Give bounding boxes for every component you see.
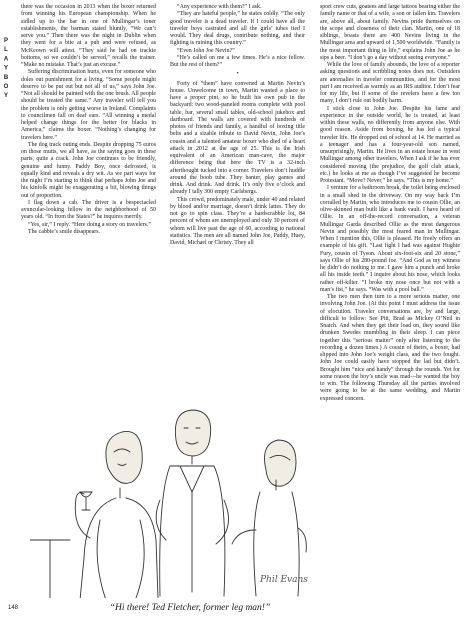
page-number: 148: [8, 605, 19, 611]
cartoon-signature: Phil Evans: [260, 575, 308, 585]
paragraph: “He’s called on me a few times. He’s a nice fellow. But the rest of them?”: [170, 54, 305, 68]
cartoon-illustration: [30, 330, 322, 598]
paragraph: Forty of “them” have convened at Martin Nevin’s house. Unwelcome in town, Martin wanted a place to have a proper pint, so he built his own pub in the backyard: two wood-paneled rooms complete with pool table, bar, several small tables, old-school jukebox and dartboard. The walls are covered with hundreds of photos of friends and family, a handful of boxing title belts and a sizable tribute to David Nevin, John Joe’s cousin and a talented amateur boxer who died of a heart attack in 2012 at the age of 25. This is the Irish equivalent of an American man-cave, the major difference being that here the TV is a 32-inch afterthought tucked into a corner. Travelers don’t huddle around the boob tube. They banter, play games and drink. And drink. And drink. It’s only five o’clock and already I tally 300 empty Carlsbergs.: [170, 80, 305, 196]
paragraph: The two men then turn to a more serious matter, one involving John Joe. (At this point I must address the issue of elocution. Traveler conversations are, by and large, difficult to follow: See Pitt, Brad as Mickey O’Neil in Snatch. And when they get their load on, they sound like drunken Swedes mumbling in their sleep. I can piece together this “serious matter” only after listening to the recording a dozen times.) A cousin of theirs, a boxer, had slipped into John Joe’s weight class, and the two fought. John Joe could easily have stopped the lad but didn’t. Brought him “nice and handy” through the rounds. Yet for some reason the boy’s uncle was mad—he wanted the boy to win. The following Thursday all the parties involved were going to be at the same wedding, and Martin expressed concern.: [320, 294, 460, 402]
paragraph: While the love of family abounds, the love of a reporter asking questions and scribbling notes does not. Outsiders are anomalies in traveler communities, and for the most part I am received as warmly as an IRS auditor. I don’t fear for my life, but if some of the revelers have a few too many, I don’t rule out bodily harm.: [320, 62, 460, 105]
magazine-vertical-label: PLAYBOY: [3, 38, 9, 103]
paragraph: I venture for a bathroom break, the toilet being enclosed in a small shed in the driveway. On my way back I’m corralled by Martin, who introduces me to cousin Ollie, an olive-skinned man built like a bank vault. I have heard of Ollie. In an off-the-record conversation, a veteran Mullingar Garda described Ollie as the most dangerous Nevin and possibly the most feared man in Mullingar. When I mention this, Ollie is pleased. He freely offers an example of his gift. “Last fight I had was against Hughie Fury, cousin of Tyson. About six-foot-six and 20 stone,” says Ollie of his 280-pound foe. “And God as my witness he didn’t do nothing to me. I gave him a punch and broke all his inside teeth.” I inquire about his nose, which looks rather off-kilter. “I broke my nose once but not with a man’s fist,” he says. “Was with a pool ball.”: [320, 185, 460, 293]
text-column-1: [21, 4, 156, 236]
paragraph: “Yes, sir,” I reply. “Here doing a story on travelers.”: [28, 221, 151, 228]
paragraph: Suffering discrimination hurts, even for someone who doles out punishment for a living. “Some people might deserve to be put out but not all of us,” says John Joe. “Not all should be painted with the one brush. All people should be treated the same.” Any traveler will tell you the problem is only getting worse in Ireland. Complaints to councilmen fall on deaf ears. “All winning a medal helped change things for the better for blacks in America,” claims the boxer. “Nothing’s changing for travelers here.”: [21, 69, 156, 141]
section-separator: •: [236, 71, 239, 78]
paragraph: I stick close to John Joe. Despite his fame and experience in the outside world, he is treated, at least within these walls, no differently from anyone else. With good reason. Aside from boxing, he has led a typical traveler life. He dropped out of school at 14. He married as a teenager and has a four-year-old son named, unsurprisingly, Martin. He lives in an estate house in west Mullingar among other travelers. When I ask if he has ever considered moving (the prejudice, the golf club attack, etc.) he looks at me as though I’ve suggested he become Protestant. “Move? Never,” he says. “This is my home.”: [320, 105, 460, 184]
paragraph: there was the occasion in 2013 when the boxer returned from winning his European championship. When he sidled up to the bar in one of Mullingar’s toner establishments, the barman stated bluntly, “We can’t serve you.” Then there was the night in Dublin when they went for a bite at a pub and were refused, as McKeown will attest. “They said he had on trackie bottoms, so we couldn’t be served,” recalls the trainer. “Make no mistake. That’s just an excuse.”: [21, 4, 156, 68]
text-column-3: [320, 4, 460, 403]
paragraph: I flag down a cab. The driver is a bespectacled avuncular-looking fellow in the neighborhood of 50 years old. “In from the States?” he inquires merrily.: [21, 199, 156, 221]
paragraph: sport crew cuts, goatees and large tattoos bearing either the family name or that of a wife, a son or fallen kin. Travelers are, above all, about family. Nevins pride themselves on the scope and closeness of their clan. Martin, one of 18 siblings, boasts there are 400 Nevins living in the Mullingar area and upward of 1,500 worldwide. “Family is the most important thing in life,” explains John Joe as he sips a beer. “I don’t go a day without seeing everyone.”: [320, 4, 460, 61]
paragraph: The cabbie’s smile disappears.: [28, 228, 100, 235]
paragraph: “Any experience with them?” I ask.: [177, 4, 262, 10]
text-column-2: [170, 4, 305, 247]
cartoon-drawing: [30, 330, 322, 598]
paragraph: The dog track outing ends. Despite dropping 75 euros on those mutts, we all have, as the saying goes in these parts, quite a crack. John Joe continues to be friendly, genuine and funny. Paddy Boy, once defrosted, is equally kind and reveals a dry wit. As we part ways for the night I’m starting to think that perhaps John Joe and his kinfolk might be exaggerating a bit, blowing things out of proportion.: [21, 141, 156, 199]
cartoon-caption: “Hi there! Ted Fletcher, former leg man!”: [109, 603, 271, 613]
paragraph: “They are hateful people,” he states coldly. “The only good traveler is a dead traveler. If I could have all the traveler boys castrated and all the girls’ tubes tied I would. They deal drugs, contribute nothing, and their fighting is ruining this country.”: [170, 11, 305, 47]
paragraph: This crowd, predominately male, under 40 and related by blood and/or marriage, doesn’t drink lattes. They do not go to spin class. They’re a hardscrabble lot, 84 percent of whom are unemployed and only 30 percent of whom will live past the age of 60, according to national statistics. The men are all named John Joe, Paddy, Huey, David, Michael or Christy. They all: [170, 196, 305, 246]
paragraph: “Even John Joe Nevin?”: [177, 47, 235, 54]
